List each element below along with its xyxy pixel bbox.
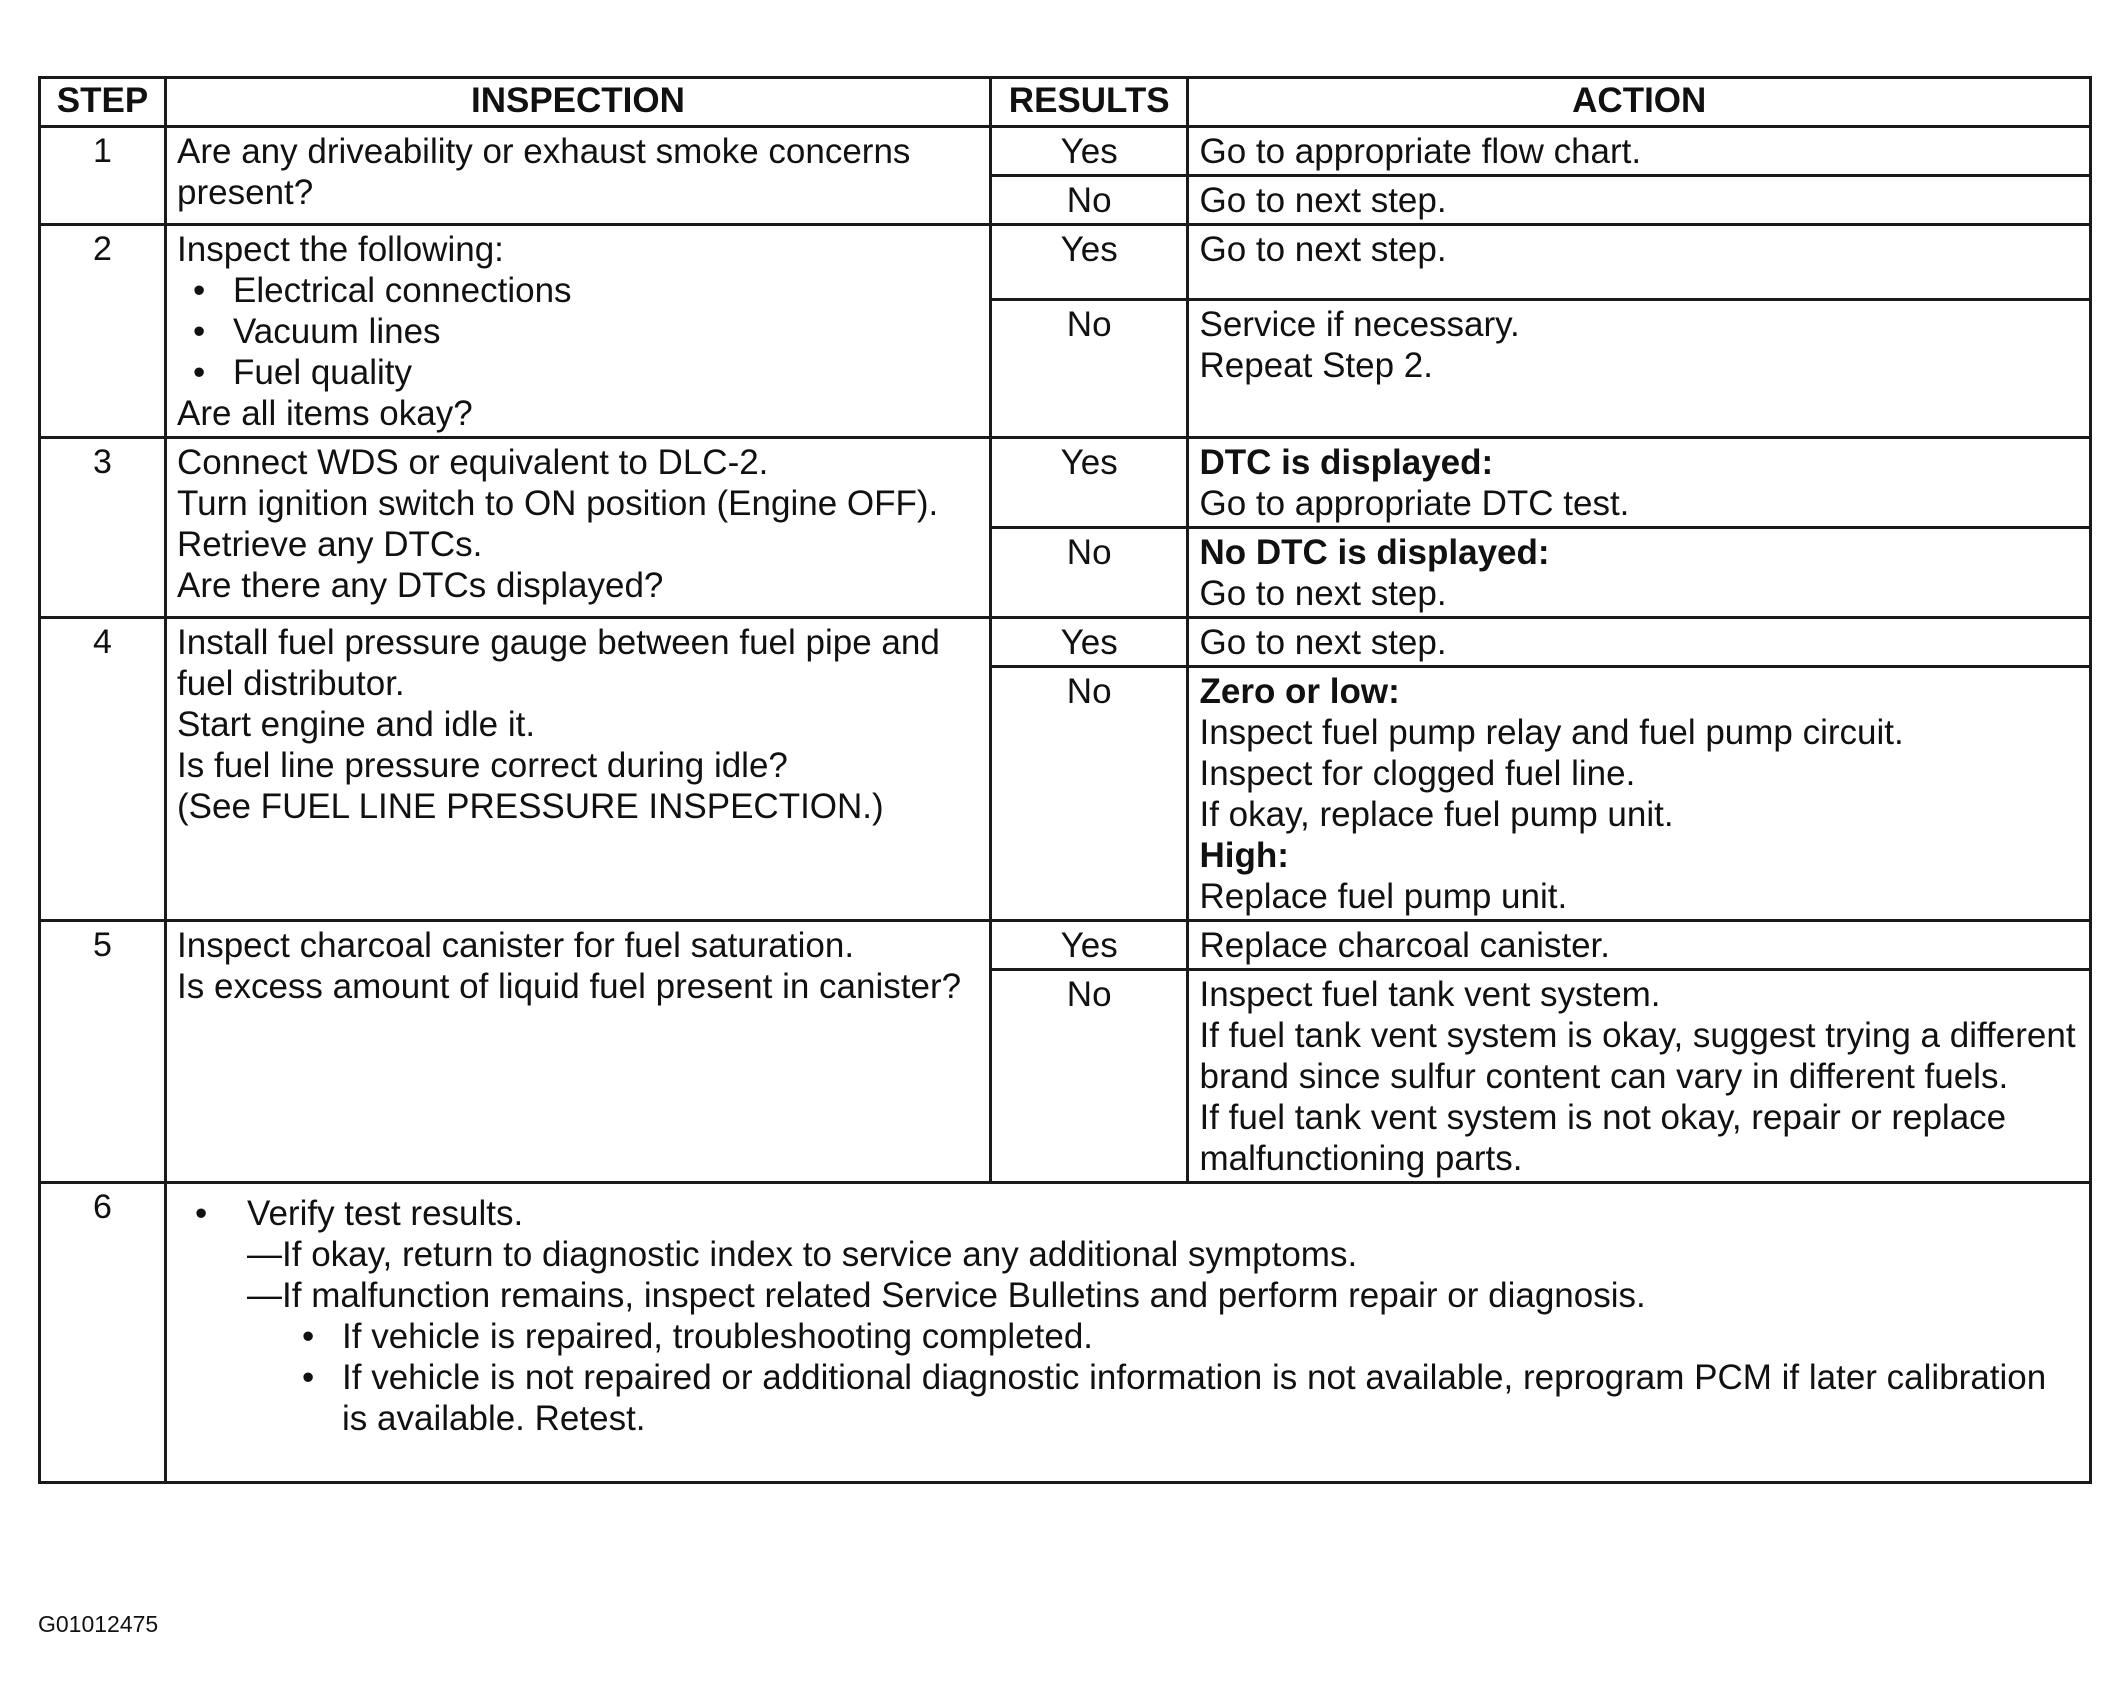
step6-cell xyxy=(166,1183,2091,1483)
inspection-line: Inspect charcoal canister for fuel saturation. xyxy=(177,926,855,965)
table-body xyxy=(40,127,2091,1483)
table-row xyxy=(40,438,2091,528)
action-line: Replace charcoal canister. xyxy=(1199,926,1610,965)
inspection-cell xyxy=(166,618,991,921)
action-line: If fuel tank vent system is okay, suggest trying a different brand since sulfur content can vary in different fuels. xyxy=(1199,1016,2086,1096)
header-action: ACTION xyxy=(1188,78,2091,127)
step6-sub-item xyxy=(195,1234,2079,1275)
step6-bullet-list xyxy=(195,1316,2079,1439)
header-row xyxy=(40,78,2091,127)
table-row xyxy=(40,1183,2091,1483)
result-cell: No xyxy=(990,528,1188,618)
action-heading: No DTC is displayed: xyxy=(1199,533,1550,572)
action-line: Go to next step. xyxy=(1199,623,1447,662)
header-step: STEP xyxy=(40,78,166,127)
result-cell: No xyxy=(990,667,1188,921)
action-heading: Zero or low: xyxy=(1199,672,1400,711)
step6-sub-text: If okay, return to diagnostic index to service any additional symptoms. xyxy=(282,1235,1358,1274)
table-header xyxy=(40,78,2091,127)
header-inspection: INSPECTION xyxy=(166,78,991,127)
inspection-cell xyxy=(166,225,991,438)
em-dash xyxy=(247,1276,282,1315)
inspection-line: Is fuel line pressure correct during idle? xyxy=(177,746,788,785)
action-line: Inspect for clogged fuel line. xyxy=(1199,754,1636,793)
inspection-line: Retrieve any DTCs. xyxy=(177,525,483,564)
action-cell xyxy=(1188,127,2091,176)
action-cell xyxy=(1188,300,2091,438)
table-row xyxy=(40,127,2091,176)
step6-content xyxy=(177,1187,2079,1451)
action-line: If fuel tank vent system is not okay, repair or replace malfunctioning parts. xyxy=(1199,1098,2016,1178)
diagnostic-table xyxy=(38,76,2092,1484)
action-line: Replace fuel pump unit. xyxy=(1199,877,1568,916)
inspection-line: (See FUEL LINE PRESSURE INSPECTION.) xyxy=(177,787,884,826)
action-heading: DTC is displayed: xyxy=(1199,443,1494,482)
action-cell xyxy=(1188,528,2091,618)
step6-sub-text: If malfunction remains, inspect related Service Bulletins and perform repair or diagnosis. xyxy=(282,1276,1646,1315)
action-cell xyxy=(1188,667,2091,921)
step-number-cell: 6 xyxy=(40,1183,166,1483)
inspection-bullet-item: • Electrical connections xyxy=(233,270,979,311)
inspection-line: Is excess amount of liquid fuel present in canister? xyxy=(177,967,962,1006)
action-cell xyxy=(1188,618,2091,667)
inspection-line: Install fuel pressure gauge between fuel pipe and fuel distributor. xyxy=(177,623,950,703)
step-number-cell: 1 xyxy=(40,127,166,225)
result-cell: No xyxy=(990,300,1188,438)
result-cell: Yes xyxy=(990,225,1188,300)
table-row xyxy=(40,225,2091,300)
result-cell: Yes xyxy=(990,921,1188,970)
inspection-line: Are all items okay? xyxy=(177,394,473,433)
table-row xyxy=(40,921,2091,970)
action-line: Go to appropriate flow chart. xyxy=(1199,132,1642,171)
result-cell: No xyxy=(990,176,1188,225)
inspection-line: Connect WDS or equivalent to DLC-2. xyxy=(177,443,769,482)
action-line: Go to next step. xyxy=(1199,574,1447,613)
inspection-line: Are any driveability or exhaust smoke concerns present? xyxy=(177,132,921,212)
inspection-bullet-item: • Fuel quality xyxy=(233,352,979,393)
action-line: Inspect fuel pump relay and fuel pump circuit. xyxy=(1199,713,1904,752)
figure-id: G01012475 xyxy=(38,1611,159,1637)
inspection-cell xyxy=(166,921,991,1183)
step6-bullet-item: • If vehicle is repaired, troubleshooting completed. xyxy=(342,1316,2079,1357)
action-line: If okay, replace fuel pump unit. xyxy=(1199,795,1674,834)
action-heading: High: xyxy=(1199,836,1289,875)
inspection-line: Start engine and idle it. xyxy=(177,705,536,744)
action-line: Inspect fuel tank vent system. xyxy=(1199,975,1661,1014)
step-number-cell: 2 xyxy=(40,225,166,438)
action-line: Repeat Step 2. xyxy=(1199,346,1433,386)
result-cell: No xyxy=(990,970,1188,1183)
action-line: Service if necessary. xyxy=(1199,305,1520,345)
action-line: Go to next step. xyxy=(1199,230,1447,269)
inspection-line: Inspect the following: xyxy=(177,230,504,269)
inspection-bullet-item: • Vacuum lines xyxy=(233,311,979,352)
em-dash xyxy=(247,1235,282,1274)
result-cell: Yes xyxy=(990,438,1188,528)
header-results: RESULTS xyxy=(990,78,1188,127)
action-cell xyxy=(1188,921,2091,970)
action-cell xyxy=(1188,438,2091,528)
action-cell xyxy=(1188,176,2091,225)
step-number-cell: 3 xyxy=(40,438,166,618)
inspection-line: Are there any DTCs displayed? xyxy=(177,566,664,605)
step6-main-bullet: • Verify test results. xyxy=(195,1193,2079,1234)
step-number-cell: 5 xyxy=(40,921,166,1183)
action-cell xyxy=(1188,225,2091,300)
step-number-cell: 4 xyxy=(40,618,166,921)
inspection-cell xyxy=(166,127,991,225)
action-cell xyxy=(1188,970,2091,1183)
inspection-bullet-list xyxy=(177,270,979,393)
step6-sub-item xyxy=(195,1275,2079,1316)
result-cell: Yes xyxy=(990,127,1188,176)
inspection-cell xyxy=(166,438,991,618)
action-line: Go to appropriate DTC test. xyxy=(1199,484,1630,523)
table-row xyxy=(40,618,2091,667)
result-cell: Yes xyxy=(990,618,1188,667)
inspection-line: Turn ignition switch to ON position (Engine OFF). xyxy=(177,484,939,523)
step6-bullet-item: • If vehicle is not repaired or additional diagnostic information is not available, reprogram PCM if later calibration is available. Retest. xyxy=(342,1357,2079,1439)
action-line: Go to next step. xyxy=(1199,181,1447,220)
